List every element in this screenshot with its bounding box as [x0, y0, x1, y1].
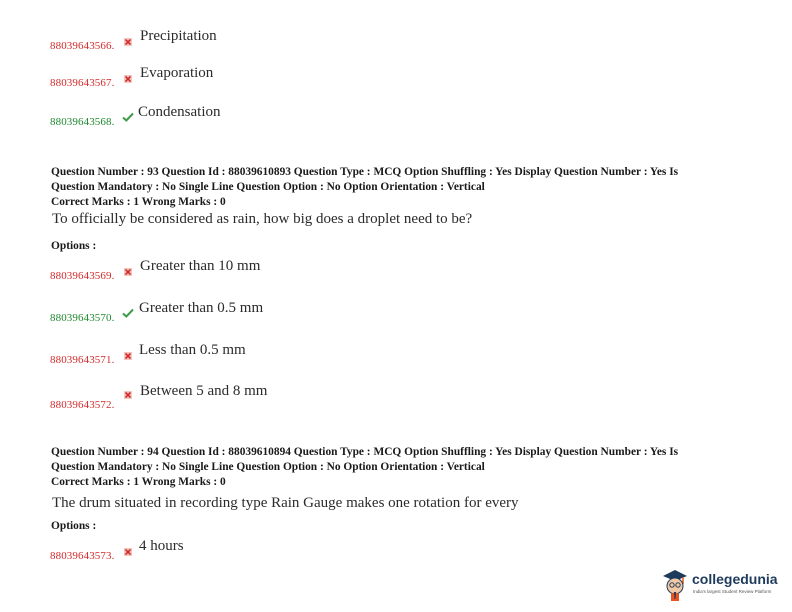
- cross-icon: [124, 347, 132, 365]
- option-row: [50, 383, 450, 411]
- option-text: Condensation: [138, 104, 221, 120]
- option-id: 88039643569.: [50, 270, 115, 282]
- option-id: 88039643573.: [50, 550, 115, 562]
- options-label: Options :: [51, 520, 97, 532]
- option-row: [50, 260, 450, 282]
- cross-icon: [124, 263, 132, 281]
- checkmark-icon: [122, 305, 134, 323]
- option-row: [50, 106, 450, 128]
- collegedunia-logo: [660, 565, 785, 605]
- question-93-header: [51, 165, 751, 210]
- option-id: 88039643572.: [50, 399, 115, 411]
- question-94-header: [51, 445, 751, 490]
- question-marks: Correct Marks : 1 Wrong Marks : 0: [51, 476, 226, 488]
- question-marks: Correct Marks : 1 Wrong Marks : 0: [51, 196, 226, 208]
- question-header-line: Question Mandatory : No Single Line Question Option : No Option Orientation : Vertical: [51, 181, 485, 193]
- cross-icon: [124, 70, 132, 88]
- option-id: 88039643566.: [50, 40, 115, 52]
- cross-icon: [124, 543, 132, 561]
- checkmark-icon: [122, 109, 134, 127]
- option-id: 88039643570.: [50, 312, 115, 324]
- option-text: Greater than 0.5 mm: [139, 300, 264, 316]
- brand-tagline: India's largest Student Review Platform: [693, 589, 772, 594]
- option-row: [50, 344, 450, 366]
- option-row: [50, 30, 450, 52]
- option-id: 88039643571.: [50, 354, 115, 366]
- option-text: Precipitation: [140, 28, 217, 44]
- options-label: Options :: [51, 240, 97, 252]
- option-text: Evaporation: [140, 65, 214, 81]
- question-header-line: Question Number : 94 Question Id : 88039610894 Question Type : MCQ Option Shuffling : Yes Display Question Number : Yes Is: [51, 446, 679, 458]
- option-id: 88039643567.: [50, 77, 115, 89]
- option-row: [50, 67, 450, 89]
- option-text: Greater than 10 mm: [140, 258, 261, 274]
- brand-name: collegedunia: [692, 571, 778, 587]
- question-header-line: Question Number : 93 Question Id : 88039610893 Question Type : MCQ Option Shuffling : Yes Display Question Number : Yes Is: [51, 166, 679, 178]
- graduate-mascot-icon: [660, 567, 690, 608]
- cross-icon: [124, 386, 132, 404]
- option-text: 4 hours: [139, 538, 184, 554]
- option-row: [50, 302, 450, 324]
- option-id: 88039643568.: [50, 116, 115, 128]
- question-header-line: Question Mandatory : No Single Line Question Option : No Option Orientation : Vertical: [51, 461, 485, 473]
- option-text: Between 5 and 8 mm: [140, 383, 268, 399]
- question-93-text: To officially be considered as rain, how big does a droplet need to be?: [52, 211, 473, 227]
- option-row: [50, 540, 450, 562]
- cross-icon: [124, 33, 132, 51]
- question-94-text: The drum situated in recording type Rain Gauge makes one rotation for every: [52, 495, 519, 511]
- option-text: Less than 0.5 mm: [139, 342, 246, 358]
